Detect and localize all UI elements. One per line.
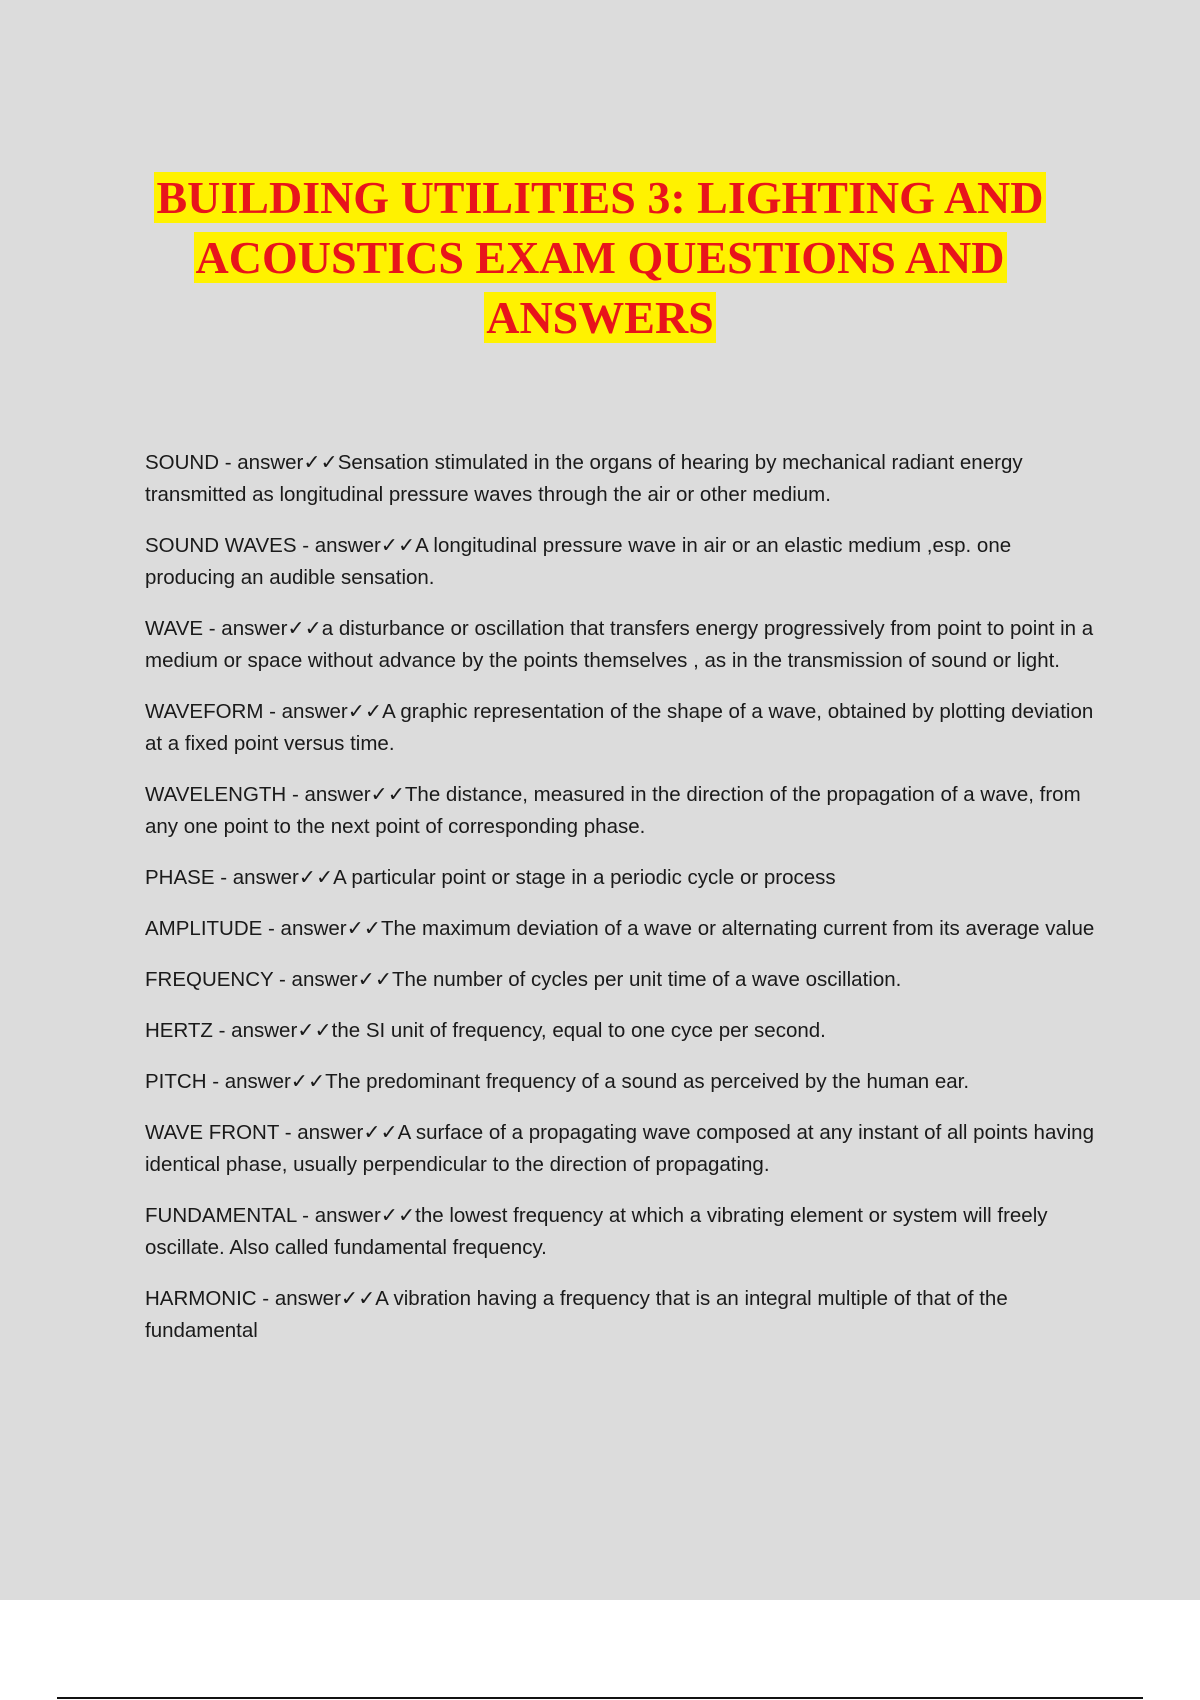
qa-separator: - answer✓✓ bbox=[279, 1121, 398, 1144]
qa-answer: The number of cycles per unit time of a wave oscillation. bbox=[392, 968, 902, 991]
qa-answer: the SI unit of frequency, equal to one cyce per second. bbox=[331, 1019, 826, 1042]
qa-term: AMPLITUDE bbox=[145, 917, 263, 940]
qa-list bbox=[145, 447, 1095, 1366]
qa-term: HARMONIC bbox=[145, 1287, 257, 1310]
page-divider bbox=[57, 1697, 1143, 1699]
title-line bbox=[0, 168, 1200, 228]
qa-separator: - answer✓✓ bbox=[206, 1070, 326, 1093]
qa-answer: A surface of a propagating wave composed at any instant of all points having identical phase, usually perpendicular to the direction of propagating. bbox=[145, 1121, 1094, 1176]
qa-term: SOUND bbox=[145, 451, 220, 474]
qa-term: FUNDAMENTAL bbox=[145, 1204, 297, 1227]
title-line bbox=[0, 288, 1200, 348]
qa-term: FREQUENCY bbox=[145, 968, 274, 991]
qa-item bbox=[145, 613, 1095, 677]
qa-item bbox=[145, 913, 1095, 945]
qa-answer: A vibration having a frequency that is an integral multiple of that of the fundamental bbox=[145, 1287, 1008, 1342]
qa-item bbox=[145, 1283, 1095, 1347]
qa-item bbox=[145, 1200, 1095, 1264]
qa-separator: - answer✓✓ bbox=[296, 1204, 416, 1227]
title-line-text: BUILDING UTILITIES 3: LIGHTING AND bbox=[156, 172, 1044, 223]
qa-separator: - answer✓✓ bbox=[203, 617, 322, 640]
title-line bbox=[0, 228, 1200, 288]
qa-answer: the lowest frequency at which a vibrating element or system will freely oscillate. Also called fundamental frequency. bbox=[145, 1204, 1048, 1259]
qa-answer: A particular point or stage in a periodic cycle or process bbox=[333, 866, 836, 889]
qa-separator: - answer✓✓ bbox=[263, 700, 383, 723]
qa-item bbox=[145, 964, 1095, 996]
title-line-text: ACOUSTICS EXAM QUESTIONS AND bbox=[195, 232, 1005, 283]
qa-term: WAVELENGTH bbox=[145, 783, 287, 806]
document-title bbox=[0, 168, 1200, 348]
title-line-text: ANSWERS bbox=[486, 292, 714, 343]
qa-separator: - answer✓✓ bbox=[273, 968, 392, 991]
qa-item bbox=[145, 447, 1095, 511]
qa-answer: a disturbance or oscillation that transfers energy progressively from point to point in a medium or space without advance by the points themselves , as in the transmission of sound or light. bbox=[145, 617, 1094, 672]
qa-separator: - answer✓✓ bbox=[262, 917, 381, 940]
qa-item bbox=[145, 696, 1095, 760]
qa-answer: The maximum deviation of a wave or alternating current from its average value bbox=[380, 917, 1095, 940]
qa-separator: - answer✓✓ bbox=[296, 534, 416, 557]
qa-answer: A longitudinal pressure wave in air or an elastic medium ,esp. one producing an audible sensation. bbox=[145, 534, 1012, 589]
qa-answer: Sensation stimulated in the organs of hearing by mechanical radiant energy transmitted as longitudinal pressure waves through the air or other medium. bbox=[145, 451, 1023, 506]
qa-term: PHASE bbox=[145, 866, 215, 889]
qa-term: WAVE FRONT bbox=[145, 1121, 280, 1144]
qa-answer: A graphic representation of the shape of a wave, obtained by plotting deviation at a fixed point versus time. bbox=[145, 700, 1094, 755]
qa-answer: The predominant frequency of a sound as perceived by the human ear. bbox=[325, 1070, 970, 1093]
qa-term: WAVE bbox=[145, 617, 204, 640]
qa-separator: - answer✓✓ bbox=[219, 451, 338, 474]
qa-item bbox=[145, 779, 1095, 843]
qa-item bbox=[145, 1015, 1095, 1047]
qa-term: WAVEFORM bbox=[145, 700, 264, 723]
qa-separator: - answer✓✓ bbox=[256, 1287, 376, 1310]
qa-term: SOUND WAVES bbox=[145, 534, 297, 557]
qa-separator: - answer✓✓ bbox=[212, 1019, 332, 1042]
qa-item bbox=[145, 530, 1095, 594]
qa-term: HERTZ bbox=[145, 1019, 213, 1042]
qa-item bbox=[145, 1066, 1095, 1098]
qa-separator: - answer✓✓ bbox=[286, 783, 405, 806]
qa-item bbox=[145, 1117, 1095, 1181]
qa-answer: The distance, measured in the direction of the propagation of a wave, from any one point to the next point of corresponding phase. bbox=[145, 783, 1081, 838]
qa-item bbox=[145, 862, 1095, 894]
qa-term: PITCH bbox=[145, 1070, 207, 1093]
qa-separator: - answer✓✓ bbox=[214, 866, 334, 889]
